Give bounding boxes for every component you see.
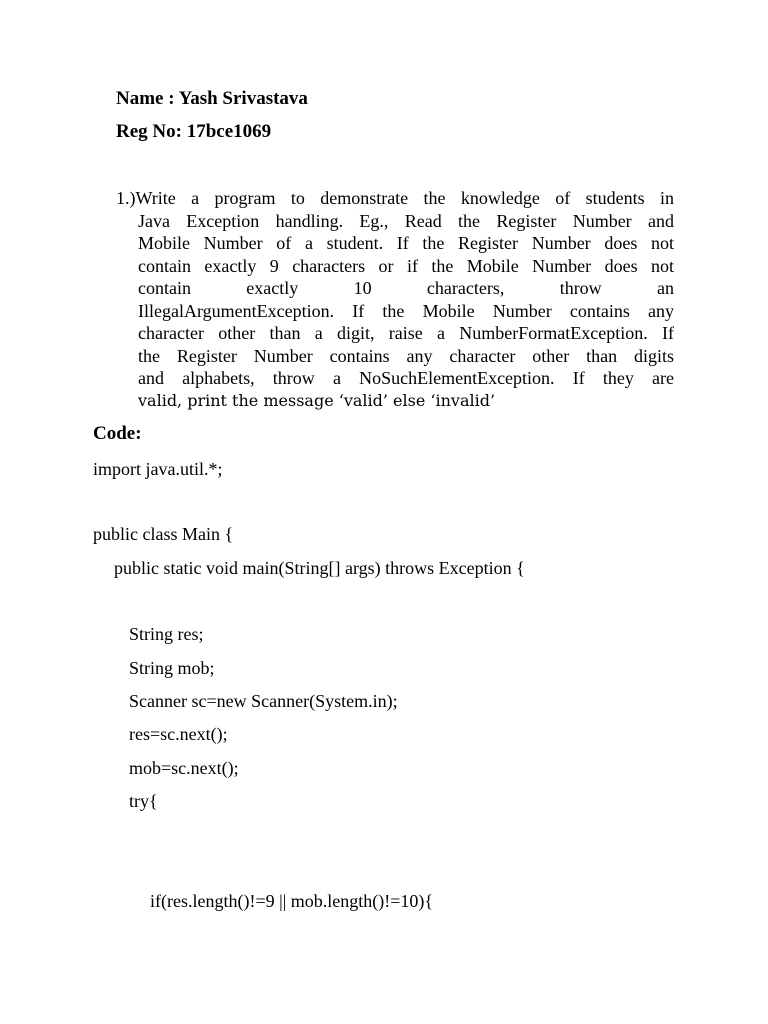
- student-name: Name : Yash Srivastava: [116, 88, 308, 109]
- code-line-import: import java.util.*;: [93, 459, 223, 479]
- question-first-line: [116, 187, 674, 210]
- question-line: Java Exception handling. Eg., Read the Register Number and: [138, 210, 674, 231]
- code-line-res-read: res=sc.next();: [129, 724, 228, 744]
- code-line-mob-read: mob=sc.next();: [129, 758, 239, 778]
- question-line: Mobile Number of a student. If the Register Number does not: [138, 233, 674, 253]
- question-line: valid, print the message ‘valid’ else ‘invalid’: [138, 390, 496, 410]
- code-line-class-declaration: public class Main {: [93, 524, 234, 544]
- question-line: IllegalArgumentException. If the Mobile Number contains any: [138, 300, 674, 321]
- code-line-main-declaration: public static void main(String[] args) throws Exception {: [114, 558, 525, 578]
- question-line: contain exactly 10 characters, throw an: [138, 278, 674, 298]
- question-text: [116, 187, 674, 412]
- code-line-if-length: if(res.length()!=9 || mob.length()!=10){: [150, 891, 434, 911]
- question-number: 1.): [116, 188, 136, 208]
- code-line-mob-declaration: String mob;: [129, 658, 215, 678]
- code-heading: Code:: [93, 423, 142, 444]
- registration-number: Reg No: 17bce1069: [116, 121, 272, 142]
- question-line: Write a program to demonstrate the knowledge of students in: [135, 188, 674, 208]
- code-line-res-declaration: String res;: [129, 624, 204, 644]
- question-line: character other than a digit, raise a NumberFormatException. If: [138, 323, 674, 343]
- question-line: contain exactly 9 characters or if the Mobile Number does not: [138, 255, 674, 276]
- question-line: the Register Number contains any character other than digits: [138, 345, 674, 366]
- code-line-scanner: Scanner sc=new Scanner(System.in);: [129, 691, 398, 711]
- question-line: and alphabets, throw a NoSuchElementException. If they are: [138, 368, 674, 388]
- code-line-try-open: try{: [129, 791, 158, 811]
